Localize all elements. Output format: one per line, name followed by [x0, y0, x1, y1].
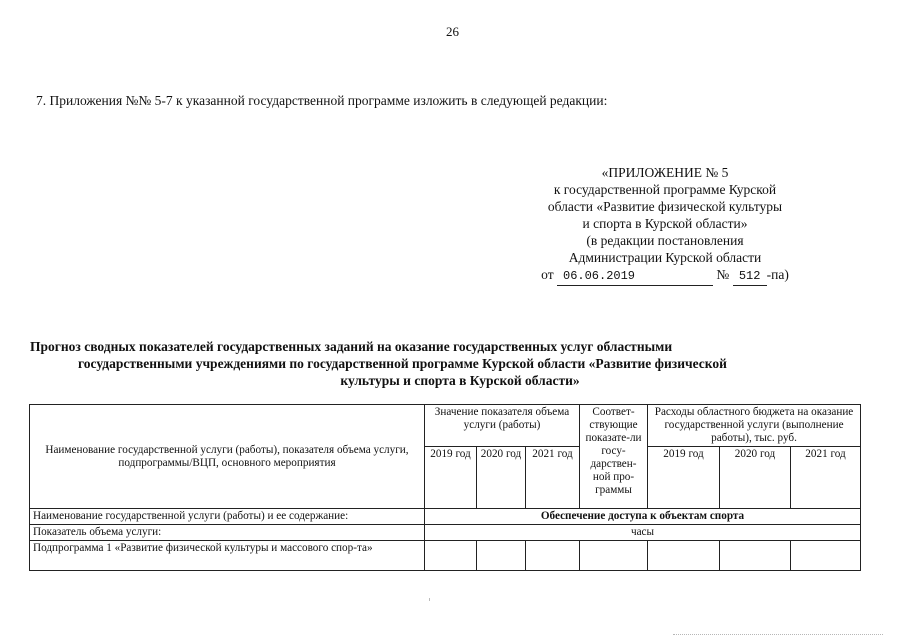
number-suffix: -па): [766, 267, 789, 282]
subprogram-cell-5: [648, 541, 720, 571]
subprogram-cell-4: [580, 541, 648, 571]
subprogram-cell-2: [477, 541, 526, 571]
header-name-cell: Наименование государственной услуги (работы), показателя объема услуги, подпрограммы/ВЦП, основного мероприятия: [30, 405, 425, 509]
year-expenses-2019: 2019 год: [648, 447, 720, 509]
appendix-title: «ПРИЛОЖЕНИЕ № 5: [601, 165, 729, 180]
table-heading: [30, 338, 830, 389]
forecast-table: [29, 404, 861, 571]
subprogram-cell-3: [526, 541, 580, 571]
scan-tick: [429, 598, 430, 601]
number-label: №: [716, 267, 730, 282]
header-expenses-cell: Расходы областного бюджета на оказание государственной услуги (выполнение работы), тыс. руб.: [648, 405, 861, 447]
heading-line-2: государственными учреждениями по государственной программе Курской области «Развитие физической: [78, 356, 727, 371]
year-volume-2020: 2020 год: [477, 447, 526, 509]
year-expenses-2020: 2020 год: [720, 447, 791, 509]
appendix-line-3: и спорта в Курской области»: [582, 216, 748, 231]
number-field: 512: [733, 268, 767, 286]
heading-line-1: Прогноз сводных показателей государственных заданий на оказание государственных услуг областными: [30, 339, 673, 354]
appendix-line-5: Администрации Курской области: [568, 250, 762, 265]
header-corresponding-cell: Соответ-ствующие показате-ли госу-дарствен-ной про-граммы: [580, 405, 648, 509]
scan-artifact: [673, 634, 883, 638]
service-name-label: Наименование государственной услуги (работы) и ее содержание:: [30, 509, 425, 525]
year-expenses-2021: 2021 год: [791, 447, 861, 509]
from-label: от: [541, 267, 554, 282]
edition-line: [515, 266, 815, 286]
appendix-block: [515, 164, 815, 286]
appendix-line-4: (в редакции постановления: [586, 233, 744, 248]
subprogram-cell-1: [425, 541, 477, 571]
appendix-line-2: области «Развитие физической культуры: [547, 199, 783, 214]
year-volume-2019: 2019 год: [425, 447, 477, 509]
indicator-value: часы: [425, 525, 861, 541]
heading-line-3: культуры и спорта в Курской области»: [340, 373, 580, 388]
intro-text: 7. Приложения №№ 5-7 к указанной государственной программе изложить в следующей редакции:: [36, 93, 608, 108]
header-volume-cell: Значение показателя объема услуги (работы): [425, 405, 580, 447]
subprogram-label: Подпрограмма 1 «Развитие физической культуры и массового спор-та»: [30, 541, 425, 571]
subprogram-cell-6: [720, 541, 791, 571]
indicator-label: Показатель объема услуги:: [30, 525, 425, 541]
service-name-value: Обеспечение доступа к объектам спорта: [425, 509, 861, 525]
date-field: 06.06.2019: [557, 268, 713, 286]
year-volume-2021: 2021 год: [526, 447, 580, 509]
page-number: 26: [446, 24, 459, 39]
appendix-line-1: к государственной программе Курской: [553, 182, 777, 197]
subprogram-cell-7: [791, 541, 861, 571]
